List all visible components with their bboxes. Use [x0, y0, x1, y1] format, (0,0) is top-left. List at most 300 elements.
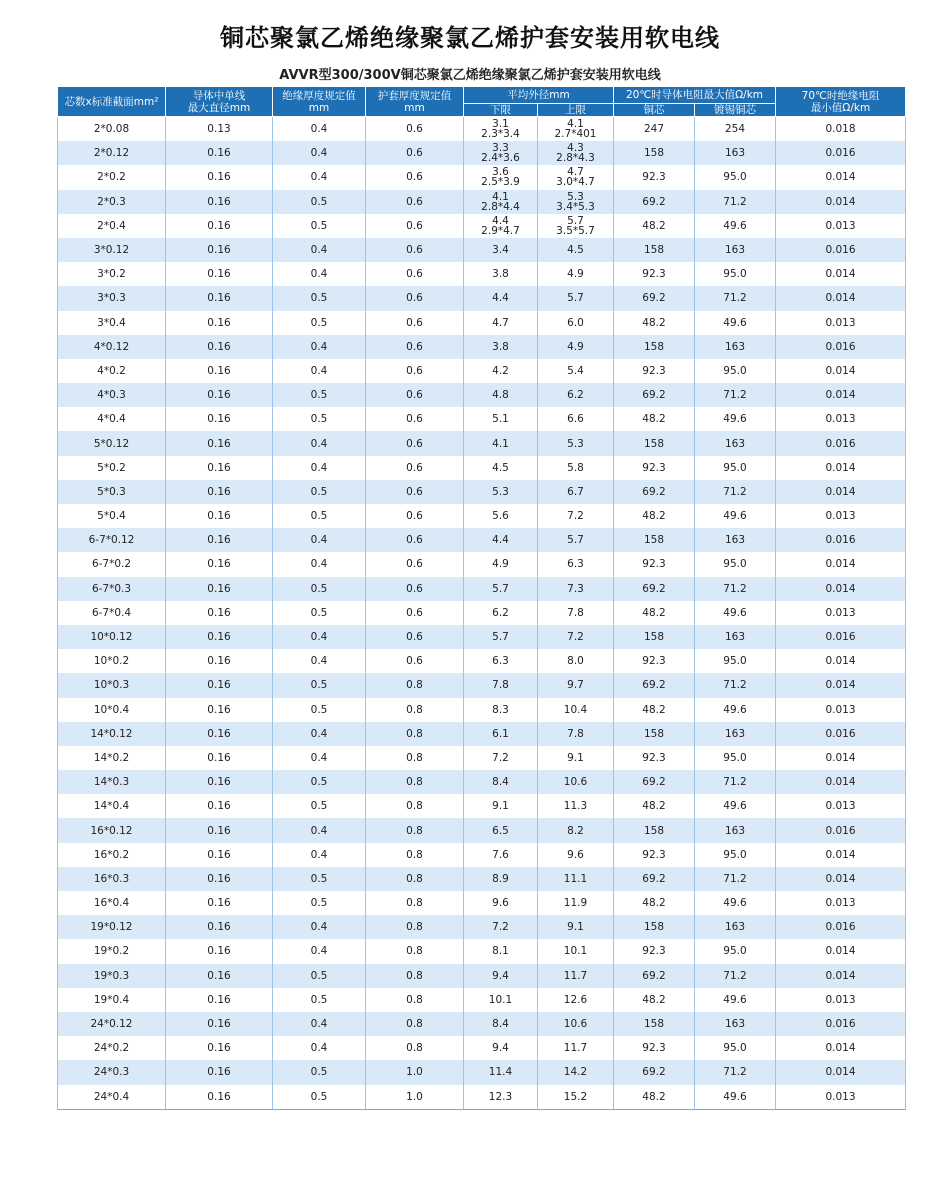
cell-upper-limit [538, 722, 614, 746]
cell-upper-limit [538, 552, 614, 576]
cell-insulation-resistance: 0.014 [776, 939, 906, 963]
cell-copper: 92.3 [614, 649, 695, 673]
cell-tinned-copper: 49.6 [695, 988, 776, 1012]
cell-sheath: 0.6 [366, 649, 464, 673]
cell-insulation-resistance: 0.016 [776, 238, 906, 262]
cell-wire-diameter: 0.16 [166, 407, 273, 431]
header-wire-diameter [166, 87, 273, 117]
cell-wire-diameter: 0.16 [166, 673, 273, 697]
cell-lower-limit-value: 9.4 [492, 969, 509, 982]
cell-spec: 3*0.2 [58, 262, 166, 286]
cell-lower-limit [464, 1085, 538, 1110]
cell-lower-limit-value: 9.1 [492, 800, 509, 813]
cell-insulation-resistance: 0.014 [776, 359, 906, 383]
cell-insulation-resistance: 0.014 [776, 552, 906, 576]
cell-lower-limit [464, 818, 538, 842]
cell-copper: 48.2 [614, 891, 695, 915]
cell-wire-diameter: 0.16 [166, 214, 273, 238]
cell-lower-limit [464, 649, 538, 673]
cell-lower-limit [464, 214, 538, 238]
cell-upper-limit-value: 10.6 [563, 1018, 588, 1031]
cell-tinned-copper: 254 [695, 117, 776, 142]
cell-insulation-resistance: 0.014 [776, 262, 906, 286]
cell-tinned-copper: 163 [695, 335, 776, 359]
cell-upper-limit-value: 4.1 [567, 118, 584, 131]
cell-copper: 48.2 [614, 794, 695, 818]
cell-wire-diameter: 0.16 [166, 311, 273, 335]
table-row [58, 601, 906, 625]
cell-upper-limit [538, 915, 614, 939]
cell-copper: 48.2 [614, 1085, 695, 1110]
table-row [58, 552, 906, 576]
cell-upper-limit-value: 10.6 [563, 776, 588, 789]
cell-wire-diameter: 0.16 [166, 577, 273, 601]
cell-insulation: 0.4 [273, 818, 366, 842]
cell-spec: 2*0.08 [58, 117, 166, 142]
cell-upper-limit [538, 456, 614, 480]
cell-insulation: 0.5 [273, 504, 366, 528]
cell-wire-diameter: 0.16 [166, 1085, 273, 1110]
cell-wire-diameter: 0.16 [166, 286, 273, 310]
cell-insulation: 0.5 [273, 988, 366, 1012]
cell-copper: 92.3 [614, 843, 695, 867]
cell-lower-limit [464, 480, 538, 504]
cell-insulation: 0.5 [273, 698, 366, 722]
cell-tinned-copper: 95.0 [695, 262, 776, 286]
cell-tinned-copper: 49.6 [695, 407, 776, 431]
cell-sheath: 0.6 [366, 165, 464, 189]
cell-upper-limit [538, 601, 614, 625]
cell-wire-diameter: 0.16 [166, 431, 273, 455]
cell-sheath: 0.8 [366, 770, 464, 794]
cell-upper-limit-value: 10.1 [563, 945, 588, 958]
cell-sheath: 0.6 [366, 625, 464, 649]
cell-insulation: 0.4 [273, 456, 366, 480]
cell-copper: 69.2 [614, 867, 695, 891]
cell-insulation: 0.4 [273, 649, 366, 673]
cell-lower-limit [464, 1012, 538, 1036]
cell-upper-limit-value: 9.1 [567, 921, 584, 934]
table-row [58, 504, 906, 528]
cell-insulation-resistance: 0.013 [776, 504, 906, 528]
cell-lower-limit-value: 9.6 [492, 897, 509, 910]
table-row [58, 407, 906, 431]
cell-lower-limit-dimensions: 2.4*3.6 [481, 152, 520, 165]
cell-wire-diameter: 0.13 [166, 117, 273, 142]
header-sheath [366, 87, 464, 117]
cell-spec: 5*0.3 [58, 480, 166, 504]
cell-insulation-resistance: 0.016 [776, 528, 906, 552]
cell-copper: 158 [614, 141, 695, 165]
cell-upper-limit [538, 649, 614, 673]
cell-wire-diameter: 0.16 [166, 190, 273, 214]
header-insulation-line1: 绝缘厚度规定值 [282, 89, 356, 102]
cell-upper-limit [538, 891, 614, 915]
header-insulation-resistance [776, 87, 906, 117]
cell-insulation-resistance: 0.016 [776, 722, 906, 746]
cell-lower-limit-value: 5.1 [492, 413, 509, 426]
cell-upper-limit-value: 7.8 [567, 606, 584, 619]
cell-wire-diameter: 0.16 [166, 456, 273, 480]
cell-lower-limit [464, 1060, 538, 1084]
cell-spec: 10*0.2 [58, 649, 166, 673]
cell-copper: 158 [614, 431, 695, 455]
cell-upper-limit [538, 988, 614, 1012]
cell-upper-limit-value: 12.6 [563, 993, 588, 1006]
cell-insulation: 0.4 [273, 625, 366, 649]
cell-upper-limit-value: 9.7 [567, 679, 584, 692]
cell-copper: 48.2 [614, 698, 695, 722]
cell-wire-diameter: 0.16 [166, 722, 273, 746]
header-insres-line2: 最小值Ω/km [810, 101, 871, 114]
cell-insulation-resistance: 0.014 [776, 746, 906, 770]
table-row [58, 311, 906, 335]
cell-lower-limit-value: 5.7 [492, 631, 509, 644]
cell-tinned-copper: 163 [695, 818, 776, 842]
cell-insulation: 0.5 [273, 1085, 366, 1110]
cell-copper: 92.3 [614, 1036, 695, 1060]
cell-sheath: 1.0 [366, 1085, 464, 1110]
cell-sheath: 0.6 [366, 528, 464, 552]
table-row [58, 335, 906, 359]
cell-spec: 4*0.4 [58, 407, 166, 431]
cell-tinned-copper: 49.6 [695, 891, 776, 915]
cell-upper-limit-value: 11.7 [563, 1042, 588, 1055]
cell-lower-limit-value: 5.6 [492, 510, 509, 523]
cell-copper: 158 [614, 1012, 695, 1036]
cell-upper-limit-value: 6.6 [567, 413, 584, 426]
cell-upper-limit-value: 6.2 [567, 389, 584, 402]
cell-copper: 92.3 [614, 746, 695, 770]
cell-insulation: 0.5 [273, 1060, 366, 1084]
table-row [58, 141, 906, 165]
cell-lower-limit [464, 867, 538, 891]
cell-wire-diameter: 0.16 [166, 818, 273, 842]
cell-upper-limit-value: 8.2 [567, 824, 584, 837]
cell-wire-diameter: 0.16 [166, 359, 273, 383]
cell-copper: 158 [614, 238, 695, 262]
table-row [58, 770, 906, 794]
cell-spec: 16*0.2 [58, 843, 166, 867]
cell-lower-limit-value: 3.1 [492, 118, 509, 131]
cell-lower-limit [464, 456, 538, 480]
cell-upper-limit [538, 165, 614, 189]
cell-insulation-resistance: 0.013 [776, 698, 906, 722]
cell-copper: 69.2 [614, 383, 695, 407]
cell-tinned-copper: 163 [695, 722, 776, 746]
cell-wire-diameter: 0.16 [166, 770, 273, 794]
cell-tinned-copper: 163 [695, 431, 776, 455]
cell-insulation-resistance: 0.013 [776, 891, 906, 915]
cell-copper: 48.2 [614, 504, 695, 528]
cell-lower-limit-value: 3.6 [492, 166, 509, 179]
cell-tinned-copper: 95.0 [695, 165, 776, 189]
cell-insulation: 0.4 [273, 552, 366, 576]
cell-upper-limit [538, 431, 614, 455]
cell-spec: 6-7*0.4 [58, 601, 166, 625]
cell-tinned-copper: 71.2 [695, 673, 776, 697]
cell-lower-limit-value: 3.8 [492, 268, 509, 281]
table-row [58, 286, 906, 310]
cell-insulation-resistance: 0.016 [776, 915, 906, 939]
cell-lower-limit [464, 504, 538, 528]
cell-insulation-resistance: 0.018 [776, 117, 906, 142]
cell-sheath: 0.8 [366, 1036, 464, 1060]
cell-upper-limit [538, 794, 614, 818]
cell-insulation-resistance: 0.014 [776, 577, 906, 601]
cell-upper-limit-value: 4.7 [567, 166, 584, 179]
cell-upper-limit-value: 5.7 [567, 214, 584, 227]
cell-insulation-resistance: 0.013 [776, 988, 906, 1012]
cell-sheath: 0.8 [366, 1012, 464, 1036]
cell-tinned-copper: 71.2 [695, 867, 776, 891]
cell-lower-limit-value: 10.1 [488, 993, 513, 1006]
cell-upper-limit [538, 359, 614, 383]
cell-lower-limit-value: 4.8 [492, 389, 509, 402]
cell-wire-diameter: 0.16 [166, 238, 273, 262]
cell-insulation: 0.4 [273, 431, 366, 455]
cell-tinned-copper: 49.6 [695, 1085, 776, 1110]
cell-upper-limit-value: 14.2 [563, 1066, 588, 1079]
cell-spec: 16*0.3 [58, 867, 166, 891]
cell-copper: 92.3 [614, 262, 695, 286]
cell-insulation-resistance: 0.014 [776, 867, 906, 891]
cell-tinned-copper: 163 [695, 625, 776, 649]
header-sheath-line2: mm [404, 101, 425, 114]
cell-upper-limit-value: 4.9 [567, 268, 584, 281]
cell-copper: 158 [614, 528, 695, 552]
cell-spec: 16*0.12 [58, 818, 166, 842]
cell-upper-limit [538, 818, 614, 842]
cell-sheath: 0.6 [366, 601, 464, 625]
cell-spec: 4*0.2 [58, 359, 166, 383]
cell-tinned-copper: 71.2 [695, 286, 776, 310]
cell-upper-limit [538, 311, 614, 335]
table-row [58, 843, 906, 867]
cell-copper: 158 [614, 818, 695, 842]
cell-upper-limit-value: 5.3 [567, 437, 584, 450]
cell-spec: 6-7*0.3 [58, 577, 166, 601]
table-row [58, 480, 906, 504]
cell-insulation-resistance: 0.016 [776, 335, 906, 359]
cell-upper-limit-value: 5.7 [567, 534, 584, 547]
cell-tinned-copper: 95.0 [695, 456, 776, 480]
cell-lower-limit [464, 746, 538, 770]
table-header [58, 87, 906, 117]
table-row [58, 794, 906, 818]
cell-lower-limit [464, 431, 538, 455]
cell-insulation: 0.4 [273, 238, 366, 262]
cell-upper-limit-value: 8.0 [567, 655, 584, 668]
cell-lower-limit-value: 6.2 [492, 606, 509, 619]
cell-upper-limit [538, 1085, 614, 1110]
cell-sheath: 0.8 [366, 843, 464, 867]
cell-tinned-copper: 49.6 [695, 794, 776, 818]
cell-insulation-resistance: 0.014 [776, 964, 906, 988]
cell-lower-limit-value: 4.2 [492, 364, 509, 377]
cell-lower-limit [464, 311, 538, 335]
table-body [58, 117, 906, 1110]
cell-insulation: 0.5 [273, 480, 366, 504]
cell-lower-limit-value: 5.7 [492, 582, 509, 595]
cell-upper-limit-value: 5.7 [567, 292, 584, 305]
cell-wire-diameter: 0.16 [166, 649, 273, 673]
cell-lower-limit [464, 552, 538, 576]
cell-sheath: 0.6 [366, 190, 464, 214]
cell-lower-limit-value: 8.4 [492, 776, 509, 789]
cell-upper-limit-value: 11.7 [563, 969, 588, 982]
cell-insulation: 0.4 [273, 141, 366, 165]
cell-insulation: 0.4 [273, 1036, 366, 1060]
cell-copper: 69.2 [614, 1060, 695, 1084]
table-row [58, 964, 906, 988]
cell-spec: 2*0.4 [58, 214, 166, 238]
cell-spec: 24*0.2 [58, 1036, 166, 1060]
cell-lower-limit-value: 5.3 [492, 485, 509, 498]
table-row [58, 1012, 906, 1036]
cell-insulation-resistance: 0.016 [776, 1012, 906, 1036]
cell-upper-limit-value: 11.3 [563, 800, 588, 813]
cell-copper: 48.2 [614, 601, 695, 625]
cell-insulation: 0.5 [273, 964, 366, 988]
cell-insulation-resistance: 0.014 [776, 843, 906, 867]
table-row [58, 891, 906, 915]
cell-lower-limit-value: 7.6 [492, 848, 509, 861]
cell-insulation-resistance: 0.016 [776, 431, 906, 455]
cell-lower-limit-value: 9.4 [492, 1042, 509, 1055]
cell-wire-diameter: 0.16 [166, 165, 273, 189]
cell-copper: 69.2 [614, 286, 695, 310]
cell-copper: 92.3 [614, 359, 695, 383]
cell-lower-limit [464, 117, 538, 142]
cell-copper: 158 [614, 335, 695, 359]
cell-copper: 69.2 [614, 190, 695, 214]
cell-tinned-copper: 163 [695, 238, 776, 262]
cell-lower-limit [464, 359, 538, 383]
cell-wire-diameter: 0.16 [166, 915, 273, 939]
cell-wire-diameter: 0.16 [166, 383, 273, 407]
header-tinned-copper: 镀锡铜芯 [695, 104, 776, 117]
cell-sheath: 0.6 [366, 141, 464, 165]
cell-insulation: 0.5 [273, 891, 366, 915]
cell-upper-limit [538, 867, 614, 891]
cell-insulation: 0.4 [273, 262, 366, 286]
cell-upper-limit-dimensions: 3.4*5.3 [556, 200, 595, 213]
cell-lower-limit-value: 8.1 [492, 945, 509, 958]
cell-lower-limit [464, 915, 538, 939]
cell-lower-limit [464, 843, 538, 867]
spec-table [57, 86, 906, 1110]
header-insulation-line2: mm [308, 101, 330, 114]
cell-tinned-copper: 163 [695, 1012, 776, 1036]
cell-sheath: 1.0 [366, 1060, 464, 1084]
cell-insulation: 0.4 [273, 165, 366, 189]
table-row [58, 238, 906, 262]
cell-sheath: 0.6 [366, 407, 464, 431]
cell-upper-limit [538, 190, 614, 214]
cell-copper: 158 [614, 915, 695, 939]
table-row [58, 528, 906, 552]
cell-sheath: 0.6 [366, 504, 464, 528]
cell-upper-limit [538, 1012, 614, 1036]
cell-wire-diameter: 0.16 [166, 843, 273, 867]
cell-lower-limit-dimensions: 2.5*3.9 [481, 176, 520, 189]
cell-wire-diameter: 0.16 [166, 141, 273, 165]
cell-upper-limit-value: 9.6 [567, 848, 584, 861]
cell-upper-limit-value: 4.5 [567, 244, 584, 257]
header-insres-line1: 70℃时绝缘电阻 [801, 89, 880, 102]
cell-upper-limit-value: 6.0 [567, 316, 584, 329]
cell-insulation-resistance: 0.014 [776, 1060, 906, 1084]
header-sheath-line1: 护套厚度规定值 [377, 89, 452, 102]
cell-insulation: 0.5 [273, 383, 366, 407]
cell-upper-limit-value: 7.8 [567, 727, 584, 740]
cell-insulation: 0.5 [273, 601, 366, 625]
cell-spec: 5*0.4 [58, 504, 166, 528]
cell-upper-limit [538, 504, 614, 528]
cell-copper: 48.2 [614, 407, 695, 431]
cell-wire-diameter: 0.16 [166, 625, 273, 649]
cell-lower-limit [464, 141, 538, 165]
cell-insulation: 0.5 [273, 214, 366, 238]
cell-lower-limit-value: 12.3 [488, 1090, 513, 1103]
cell-sheath: 0.8 [366, 939, 464, 963]
cell-wire-diameter: 0.16 [166, 867, 273, 891]
cell-upper-limit [538, 238, 614, 262]
cell-upper-limit-value: 5.4 [567, 364, 584, 377]
cell-insulation-resistance: 0.014 [776, 190, 906, 214]
cell-copper: 92.3 [614, 456, 695, 480]
cell-upper-limit [538, 964, 614, 988]
cell-tinned-copper: 163 [695, 141, 776, 165]
cell-lower-limit-dimensions: 2.3*3.4 [481, 128, 520, 141]
cell-lower-limit-value: 3.8 [492, 340, 509, 353]
table-row [58, 939, 906, 963]
cell-upper-limit-dimensions: 2.8*4.3 [556, 152, 595, 165]
cell-spec: 14*0.4 [58, 794, 166, 818]
cell-wire-diameter: 0.16 [166, 504, 273, 528]
cell-copper: 69.2 [614, 964, 695, 988]
cell-insulation: 0.5 [273, 794, 366, 818]
cell-upper-limit [538, 480, 614, 504]
cell-insulation-resistance: 0.013 [776, 1085, 906, 1110]
cell-spec: 3*0.3 [58, 286, 166, 310]
cell-insulation: 0.5 [273, 311, 366, 335]
cell-lower-limit [464, 286, 538, 310]
cell-lower-limit [464, 625, 538, 649]
cell-insulation-resistance: 0.014 [776, 165, 906, 189]
cell-tinned-copper: 163 [695, 915, 776, 939]
table-row [58, 649, 906, 673]
cell-upper-limit-dimensions: 3.0*4.7 [556, 176, 595, 189]
cell-insulation: 0.5 [273, 407, 366, 431]
cell-spec: 16*0.4 [58, 891, 166, 915]
cell-sheath: 0.8 [366, 964, 464, 988]
cell-insulation-resistance: 0.013 [776, 311, 906, 335]
header-lower-limit: 下限 [464, 104, 538, 117]
cell-spec: 14*0.12 [58, 722, 166, 746]
cell-spec: 4*0.12 [58, 335, 166, 359]
cell-lower-limit [464, 238, 538, 262]
cell-upper-limit [538, 407, 614, 431]
cell-lower-limit-value: 4.7 [492, 316, 509, 329]
table-row [58, 915, 906, 939]
table-row [58, 722, 906, 746]
cell-sheath: 0.8 [366, 794, 464, 818]
cell-lower-limit-value: 3.3 [492, 142, 509, 155]
cell-wire-diameter: 0.16 [166, 964, 273, 988]
cell-lower-limit [464, 939, 538, 963]
